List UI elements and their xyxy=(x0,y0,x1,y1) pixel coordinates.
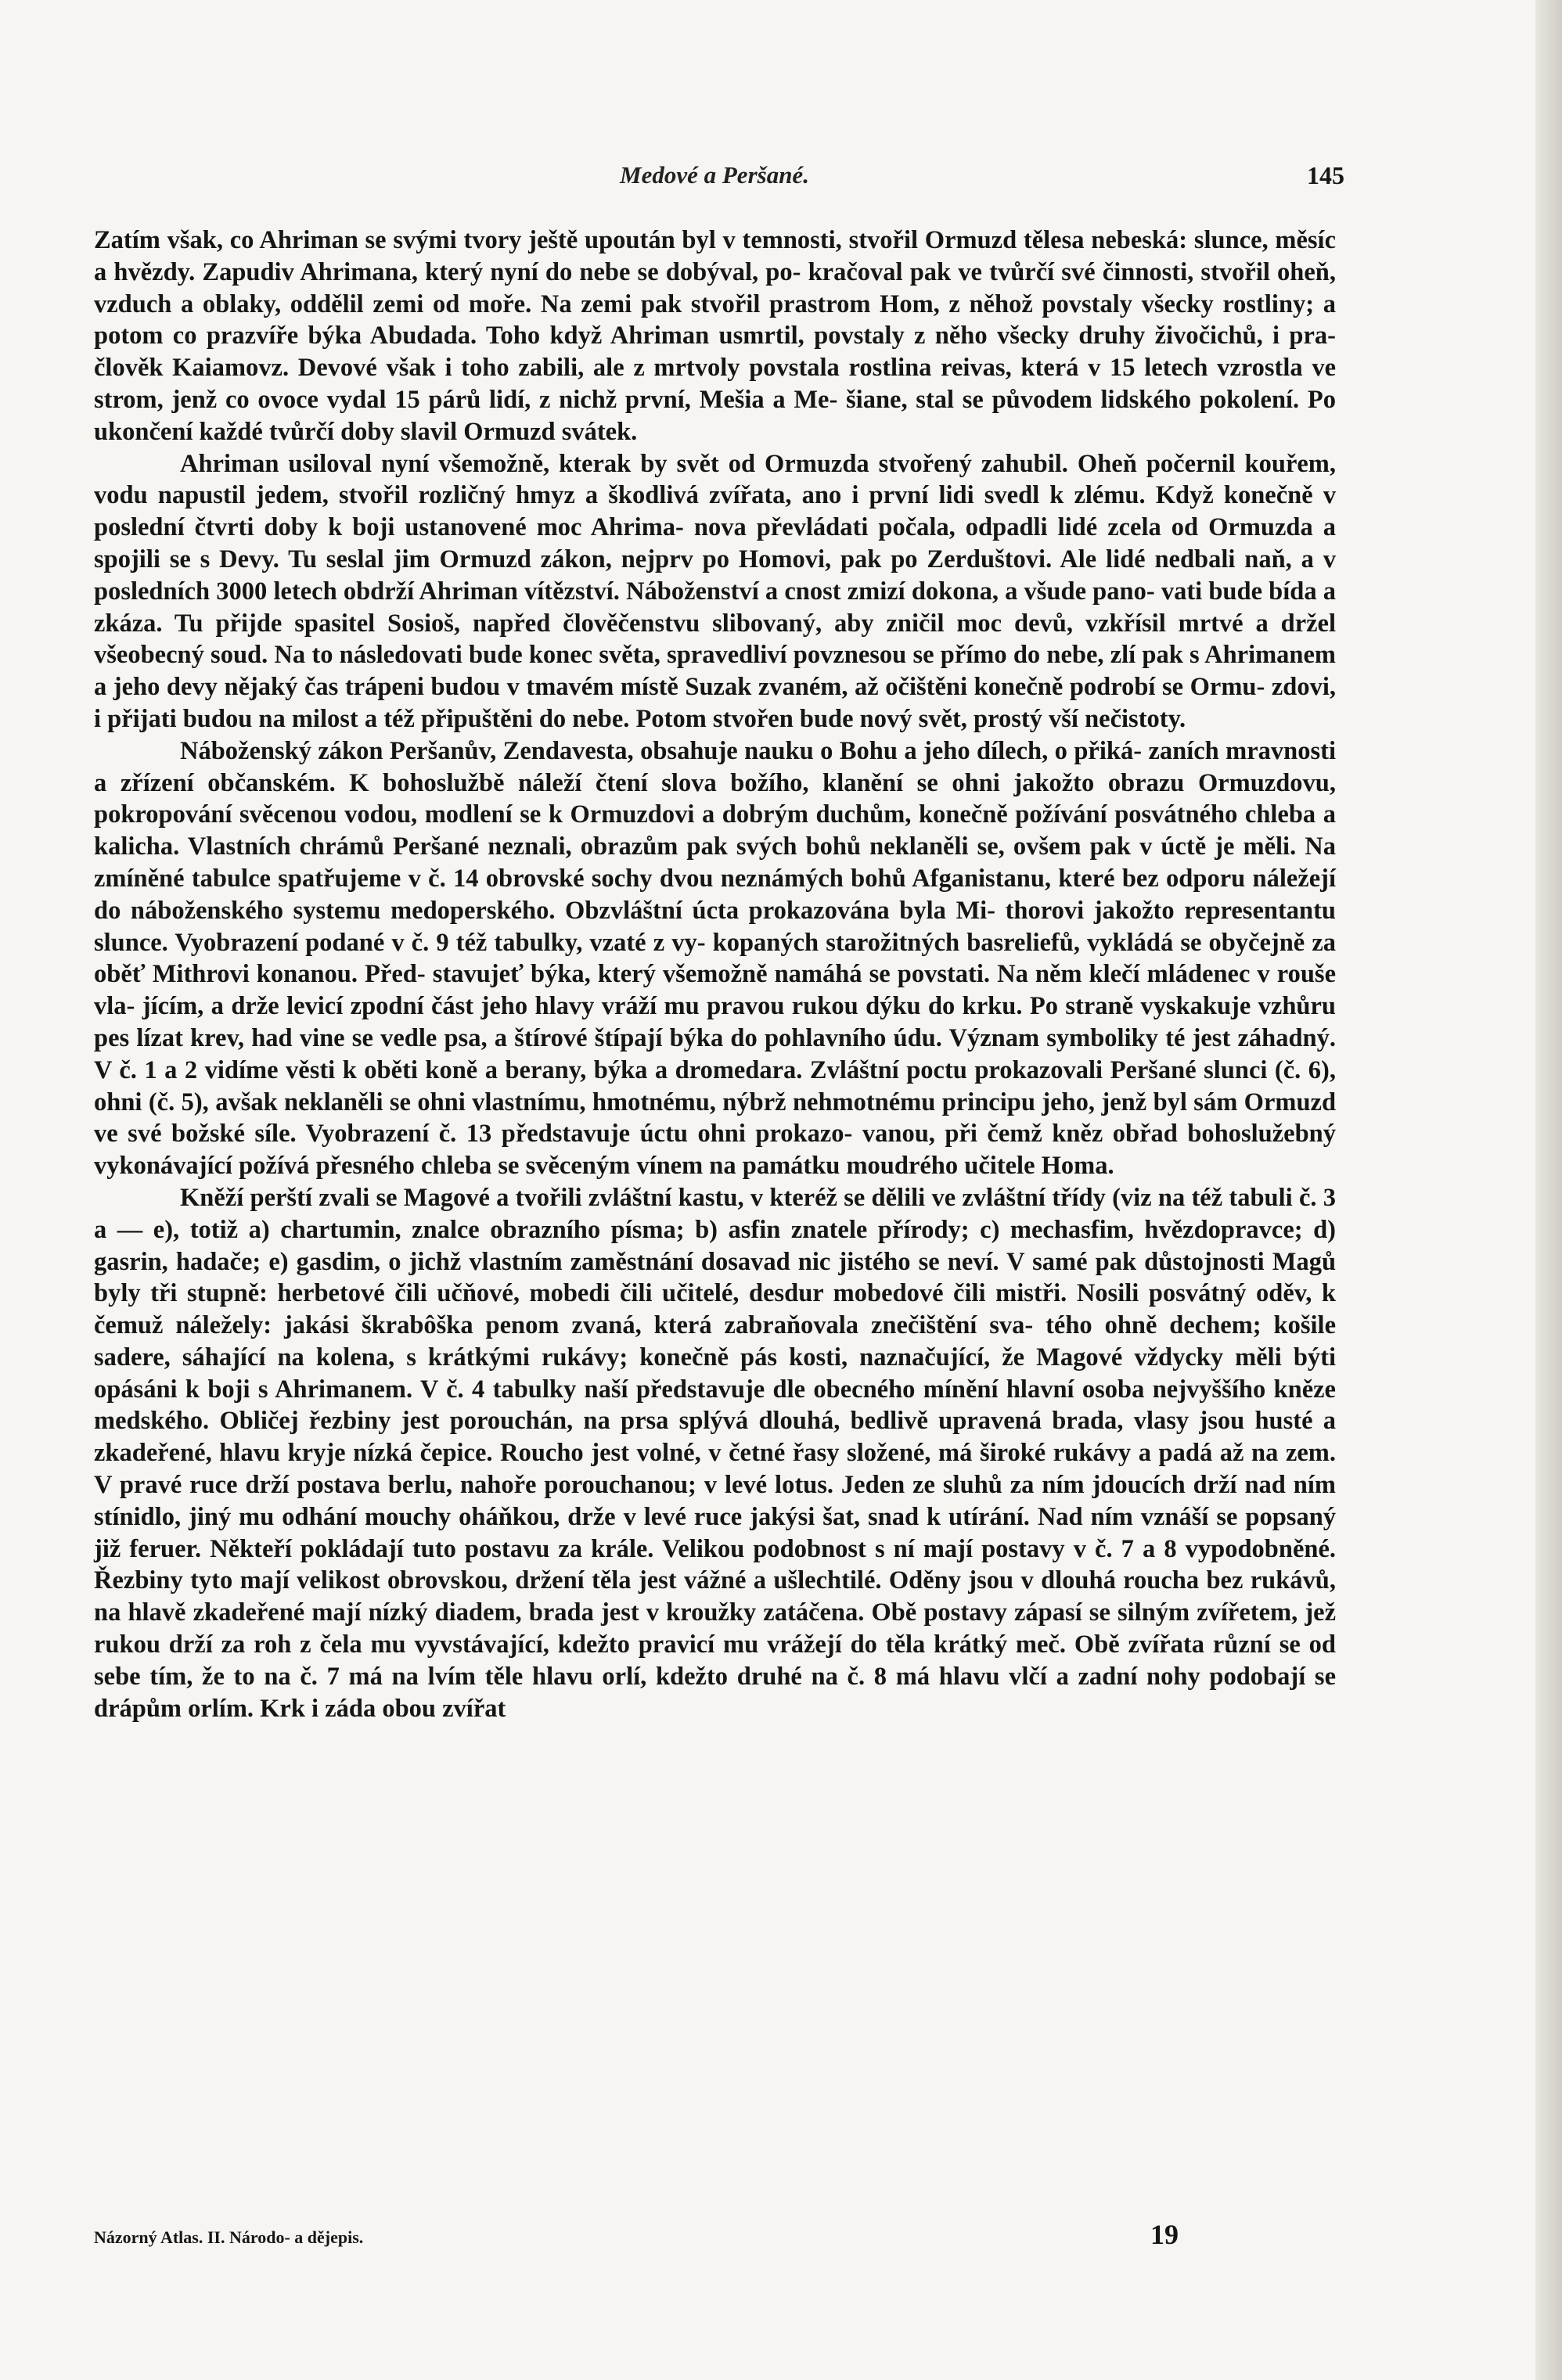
signature-mark: 19 xyxy=(1150,2219,1179,2250)
body-text xyxy=(94,225,1336,1724)
paragraph: Kněží perští zvali se Magové a tvořili zvláštní kastu, v kteréž se dělili ve zvláštní třídy (viz na též tabuli č. 3 a — e), totiž a) chartumin, znalce obrazního písma; b) asfin znatele přírody; c) mechasfim, hvězdopravce; d) gasrin, hadače; e) gasdim, o jichž vlastním zaměstnání dosavad nic jistého se neví. V samé pak důstojnosti Magů byly tři stupně: herbetové čili učňové, mobedi čili učitelé, desdur mobedové čili mistři. Nosili posvátný oděv, k čemuž náležely: jakási škrabôška penom zvaná, která zabraňovala znečištění sva- tého ohně dechem; košile sadere, sáhající na kolena, s krátkými rukávy; konečně pás kosti, naznačující, že Magové vždycky měli býti opásáni k boji s Ahrimanem. V č. 4 tabulky naší představuje dle obecného mínění hlavní osoba nejvyššího kněze medského. Obličej řezbiny jest porouchán, na prsa splývá dlouhá, bedlivě upravená brada, vlasy jsou husté a zkadeřené, hlavu kryje nízká čepice. Roucho jest volné, v četné řasy složené, má široké rukávy a padá až na zem. V pravé ruce drží postava berlu, nahoře porouchanou; v levé lotus. Jeden ze sluhů za ním jdoucích drží nad ním stínidlo, jiný mu odhání mouchy oháňkou, drže v levé ruce jakýsi šat, snad k utírání. Nad ním vznáší se popsaný již feruer. Někteří pokládají tuto postavu za krále. Velikou podobnost s ní mají postavy v č. 7 a 8 vypodobněné. Řezbiny tyto mají velikost obrovskou, držení těla jest vážné a ušlechtilé. Oděny jsou v dlouhá roucha bez rukávů, na hlavě zkadeřené mají nízký diadem, brada jest v kroužky zatáčena. Obě postavy zápasí se silným zvířetem, jež rukou drží za roh z čela mu vyvstávající, kdežto pravicí mu vrážejí do těla krátký meč. Obě zvířata různí se od sebe tím, že to na č. 7 má na lvím těle hlavu orlí, kdežto druhé na č. 8 má hlavu vlčí a zadní nohy podobají se drápům orlím. Krk i záda obou zvířat xyxy=(94,1183,1337,1723)
footer-note: Názorný Atlas. II. Národo- a dějepis. xyxy=(94,2227,364,2247)
page-footer xyxy=(94,2218,1205,2249)
page-edge-shadow xyxy=(1535,0,1562,2380)
page-header xyxy=(94,161,1344,192)
paragraph: Náboženský zákon Peršanův, Zendavesta, obsahuje nauku o Bohu a jeho dílech, o přiká- zaních mravnosti a zřízení občanském. K bohoslužbě náleží čtení slova božího, klanění se ohni jakožto obrazu Ormuzdovu, pokropování svěcenou vodou, modlení se k Ormuzdovi a dobrým duchům, konečně požívání posvátného chleba a kalicha. Vlastních chrámů Peršané neznali, obrazům pak svých bohů neklaněli se, ovšem pak v úctě je měli. Na zmíněné tabulce spatřujeme v č. 14 obrovské sochy dvou neznámých bohů Afganistanu, které bez odporu náležejí do náboženského systemu medoperského. Obzvláštní úcta prokazována byla Mi- thorovi jakožto representantu slunce. Vyobrazení podané v č. 9 též tabulky, vzaté z vy- kopaných starožitných basreliefů, vykládá se obyčejně za oběť Mithrovi konanou. Před- stavujeť býka, který všemožně namáhá se povstati. Na něm klečí mládenec v rouše vla- jícím, a drže levicí zpodní část jeho hlavy vráží mu pravou rukou dýku do krku. Po straně vyskakuje vzhůru pes lízat krev, had vine se vedle psa, a štírové štípají býka do pohlavního údu. Význam symboliky té jest záhadný. V č. 1 a 2 vidíme věsti k oběti koně a berany, býka a dromedara. Zvláštní poctu prokazovali Peršané slunci (č. 6), ohni (č. 5), avšak neklaněli se ohni vlastnímu, hmotnému, nýbrž nehmotnému principu jeho, jenž byl sám Ormuzd ve své božské síle. Vyobrazení č. 13 představuje úctu ohni prokazo- vanou, při čemž kněz obřad bohoslužebný vykonávající požívá přesného chleba se svěceným vínem na památku moudrého učitele Homa. xyxy=(94,736,1337,1181)
page-number: 145 xyxy=(1307,161,1344,189)
paragraph: Zatím však, co Ahriman se svými tvory ještě upoután byl v temnosti, stvořil Ormuzd tělesa nebeská: slunce, měsíc a hvězdy. Zapudiv Ahrimana, který nyní do nebe se dobýval, po- kračoval pak ve tvůrčí své činnosti, stvořil oheň, vzduch a oblaky, oddělil zemi od moře. Na zemi pak stvořil prastrom Hom, z něhož povstaly všecky rostliny; a potom co prazvíře býka Abudada. Toho když Ahriman usmrtil, povstaly z něho všecky druhy živočichů, i pra- člověk Kaiamovz. Devové však i toho zabili, ale z mrtvoly povstala rostlina reivas, která v 15 letech vzrostla ve strom, jenž co ovoce vydal 15 párů lidí, z nichž první, Mešia a Me- šiane, stal se původem lidského pokolení. Po ukončení každé tvůrčí doby slavil Ormuzd svátek. xyxy=(94,226,1337,446)
paragraph: Ahriman usiloval nyní všemožně, kterak by svět od Ormuzda stvořený zahubil. Oheň počernil kouřem, vodu napustil jedem, stvořil rozličný hmyz a škodlivá zvířata, ano i první lidi svedl k zlému. Když konečně v poslední čtvrti doby k boji ustanovené moc Ahrima- nova převládati počala, odpadli lidé zcela od Ormuzda a spojili se s Devy. Tu seslal jim Ormuzd zákon, nejprv po Homovi, pak po Zerduštovi. Ale lidé nedbali naň, a v posledních 3000 letech obdrží Ahriman vítězství. Náboženství a cnost zmizí dokona, a všude pano- vati bude bída a zkáza. Tu přijde spasitel Sosioš, napřed člověčenstvu slibovaný, aby zničil moc devů, vzkřísil mrtvé a držel všeobecný soud. Na to následovati bude konec světa, spravedliví povznesou se přímo do nebe, zlí pak s Ahrimanem a jeho devy nějaký čas trápeni budou v tmavém místě Suzak zvaném, až očištěni konečně podrobí se Ormu- zdovi, i přijati budou na milost a též připuštěni do nebe. Potom stvořen bude nový svět, prostý vší nečistoty. xyxy=(94,449,1337,733)
running-title: Medové a Peršané. xyxy=(620,161,809,189)
